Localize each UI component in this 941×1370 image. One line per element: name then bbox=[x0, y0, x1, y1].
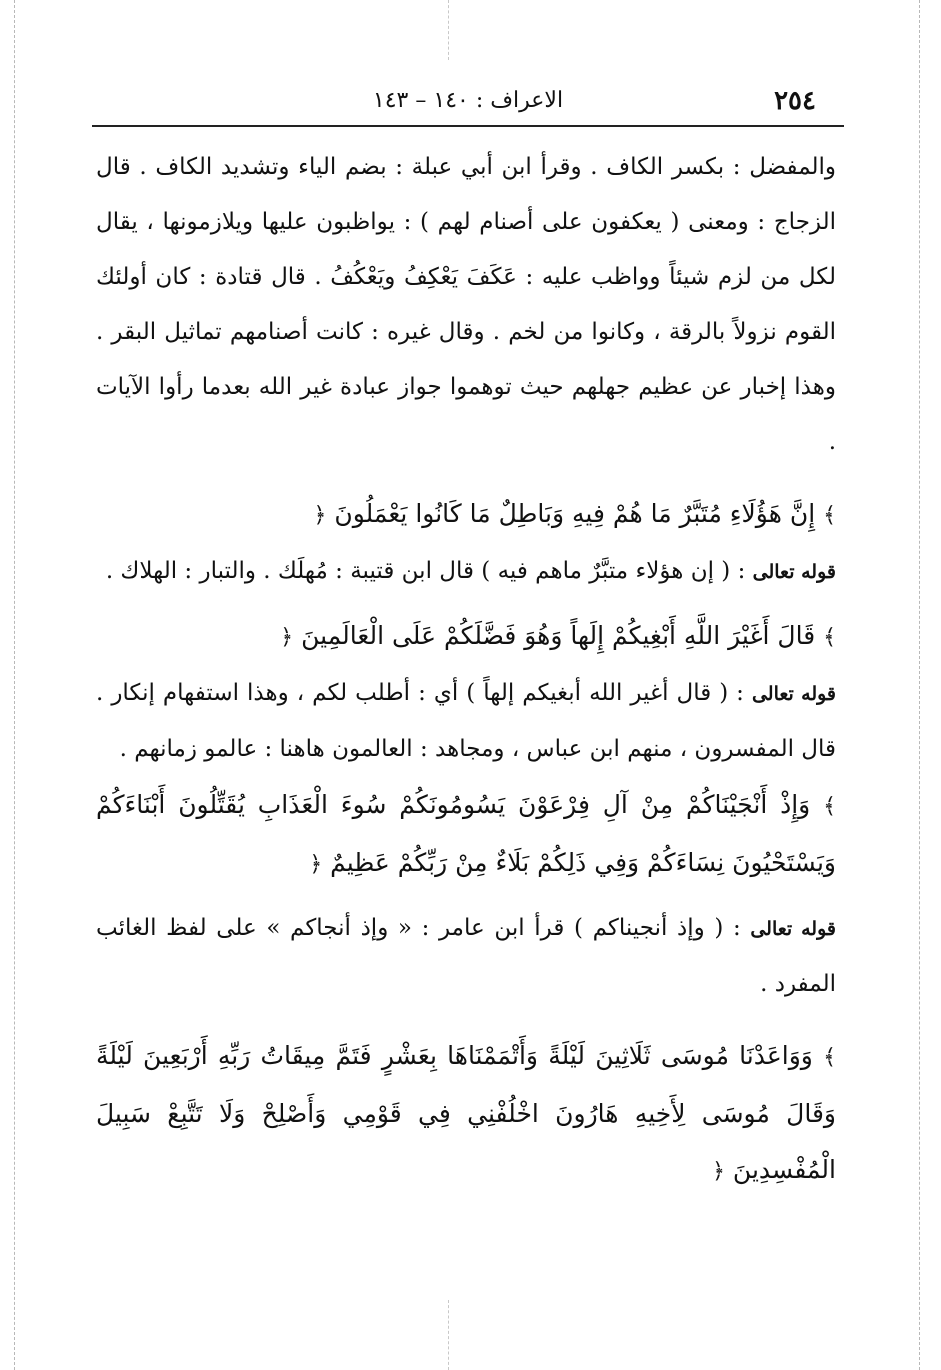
scan-edge-right bbox=[919, 0, 920, 1370]
verse-close-bracket: ﴿ bbox=[313, 503, 327, 528]
verse-open-bracket: ﴾ bbox=[823, 625, 836, 650]
scan-edge-left bbox=[14, 0, 15, 1370]
commentary-paragraph bbox=[96, 544, 836, 600]
page-number: ٢٥٤ bbox=[774, 86, 816, 116]
paragraph-lead: قوله تعالى bbox=[752, 561, 836, 583]
paragraph-lead: قوله تعالى bbox=[751, 683, 837, 705]
quran-verse bbox=[96, 486, 836, 544]
verse-close-bracket: ﴿ bbox=[712, 1159, 725, 1184]
verse-open-bracket: ﴾ bbox=[823, 1045, 836, 1070]
verse-open-bracket: ﴾ bbox=[823, 503, 836, 528]
commentary-paragraph bbox=[96, 666, 836, 777]
page-header bbox=[92, 78, 844, 122]
scan-fold-top bbox=[448, 0, 449, 60]
page-body bbox=[96, 140, 836, 1200]
header-rule bbox=[92, 125, 844, 127]
verse-close-bracket: ﴿ bbox=[309, 852, 323, 877]
quran-verse bbox=[96, 777, 836, 893]
verse-text: قَالَ أَغَيْرَ اللَّهِ أَبْغِيكُمْ إِلَهاً وَهُوَ فَضَّلَكُمْ عَلَى الْعَالَمِينَ bbox=[301, 621, 816, 650]
paragraph-lead: قوله تعالى bbox=[750, 918, 836, 940]
paragraph-text: : ( قال أغير الله أبغيكم إلهاً ) أي : أطلب لكم ، وهذا استفهام إنكار . قال المفسرون ، منهم ابن عباس ، ومجاهد : العالمون هاهنا : عالمو زمانهم . bbox=[96, 680, 836, 762]
scan-fold-bottom bbox=[448, 1300, 449, 1370]
verse-text: وَإِذْ أَنْجَيْنَاكُمْ مِنْ آلِ فِرْعَوْنَ يَسُومُونَكُمْ سُوءَ الْعَذَابِ يُقَتِّلُونَ أَبْنَاءَكُمْ وَيَسْتَحْيُونَ نِسَاءَكُمْ وَفِي ذَلِكُمْ بَلَاءٌ مِنْ رَبِّكُمْ عَظِيمٌ bbox=[96, 790, 836, 877]
verse-open-bracket: ﴾ bbox=[823, 794, 836, 819]
quran-verse bbox=[96, 1028, 836, 1200]
verse-close-bracket: ﴿ bbox=[280, 625, 294, 650]
paragraph-text: والمفضل : بكسر الكاف . وقرأ ابن أبي عبلة : بضم الياء وتشديد الكاف . قال الزجاج : ومعنى ( يعكفون على أصنام لهم ) : يواظبون عليها ويلازمونها ، يقال لكل من لزم شيئاً وواظب عليه : عَكَفَ يَعْكِفُ ويَعْكُفُ . قال قتادة : كان أولئك القوم نزولاً بالرقة ، وكانوا من لخم . وقال غيره : كانت أصنامهم تماثيل البقر . وهذا إخبار عن عظيم جهلهم حيث توهموا جواز عبادة غير الله بعدما رأوا الآيات . bbox=[96, 154, 836, 455]
commentary-paragraph bbox=[96, 901, 836, 1012]
quran-verse bbox=[96, 608, 836, 666]
commentary-paragraph bbox=[96, 140, 836, 470]
paragraph-text: : ( وإذ أنجيناكم ) قرأ ابن عامر : « وإذ أنجاكم » على لفظ الغائب المفرد . bbox=[96, 915, 836, 997]
paragraph-text: : ( إن هؤلاء متبَّرٌ ماهم فيه ) قال ابن قتيبة : مُهلَك . والتبار : الهلاك . bbox=[105, 558, 746, 584]
verse-text: وَوَاعَدْنَا مُوسَى ثَلَاثِينَ لَيْلَةً وَأَتْمَمْنَاهَا بِعَشْرٍ فَتَمَّ مِيقَاتُ رَبِّهِ أَرْبَعِينَ لَيْلَةً وَقَالَ مُوسَى لِأَخِيهِ هَارُونَ اخْلُفْنِي فِي قَوْمِي وَأَصْلِحْ وَلَا تَتَّبِعْ سَبِيلَ الْمُفْسِدِينَ bbox=[96, 1041, 836, 1184]
running-title: الاعراف : ١٤٠ – ١٤٣ bbox=[372, 88, 564, 113]
verse-text: إِنَّ هَؤُلَاءِ مُتَبَّرٌ مَا هُمْ فِيهِ وَبَاطِلٌ مَا كَانُوا يَعْمَلُونَ bbox=[334, 499, 816, 528]
